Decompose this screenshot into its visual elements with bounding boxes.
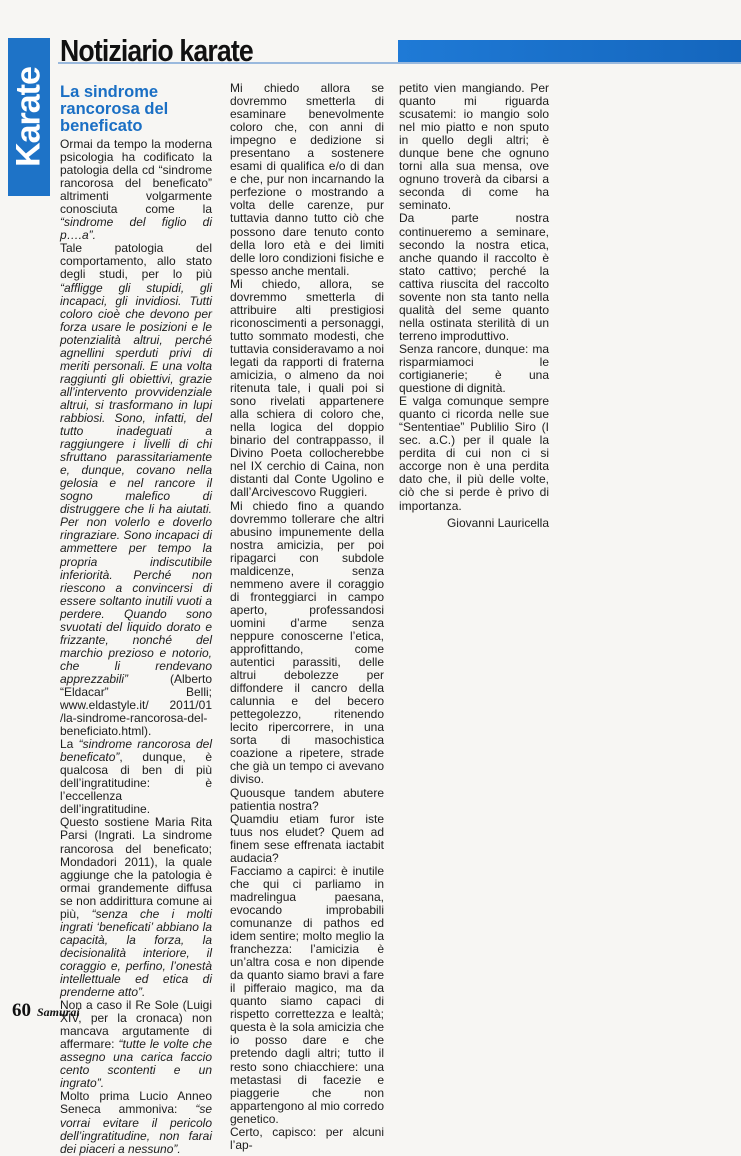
paragraph: Facciamo a capirci: è inutile che qui ci parliamo in madrelingua paesana, evocando improbabili comunanze di pathos ed idem sentire; molto meglio la franchezza: l’amicizia è un’altra cosa e non dipende da quanto siamo bravi a fare il pifferaio magico, ma da quanto siamo capaci di rispetto correttezza e lealtà; questa è la sola amicizia che io posso dare e che pretendo dagli altri; tutto il resto sono chiacchiere: una metastasi di facezie e piaggerie che non appartengono al mio corredo genetico. [230,863,384,1126]
paragraph: Da parte nostra continueremo a seminare, secondo la nostra etica, anche quando il raccolto è stato cattivo; perché la cattiva riuscita del raccolto sovente non sta tanto nella qualità del seme quanto nella ostinata sterilità di un terreno improduttivo. [399,211,549,343]
article-column-3 [399,82,549,530]
paragraph: Non a caso il Re Sole (Luigi XIV, per la cronaca) non mancava argutamente di affermare: “tutte le volte che assegno una carica faccio cento scontenti e un ingrato”. [60,998,212,1091]
paragraph: E valga comunque sempre quanto ci ricorda nelle sue “Sententiae” Publilio Siro (I sec. a.C.) per il quale la perdita di cui non ci si accorge non è una perdita dato che, il più delle volte, ciò che si perde è privo di importanza. [399,394,549,513]
paragraph: Questo sostiene Maria Rita Parsi (Ingrati. La sindrome rancorosa del beneficato; Mondadori 2011), la quale aggiunge che la patologia è ormai grandemente diffusa se non addirittura comune ai più, “senza che i molti ingrati ‘beneficati’ abbiano la capacità, la forza, la decisionalità interiore, il coraggio e, perfino, l’onestà intellettuale ed etica di prenderne atto”. [60,815,212,1000]
paragraph: Tale patologia del comportamento, allo stato degli studi, per lo più “affligge gli stupidi, gli incapaci, gli invidiosi. Tutti coloro cioè che devono per forza usare le posizioni e le potenzialità altrui, perché agnellini sperduti privi di meriti personali. E una volta raggiunti gli obiettivi, grazie all’intervento provvidenziale altrui, si trasformano in lupi rabbiosi. Sono, infatti, del tutto inadeguati a raggiungere i livelli di chi sfruttano parassitariamente e, dunque, covano nella gelosia e nel rancore il sogno malefico di distruggere che li ha aiutati. Per non volerlo e doverlo ringraziare. Sono incapaci di ammettere per tempo la propria indiscutibile inferiorità. Perché non riescono a convincersi di essere soltanto inutili vuoti a perdere. Quando sono svuotati del liquido dorato e frizzante, nonché del marchio prezioso e notorio, che li rendevano apprezzabili” (Alberto “Eldacar” Belli; www.eldastyle.it/ 2011/01 /la-sindrome-rancorosa-del-beneficiato.html). [60,241,212,739]
article-column-1 [60,82,212,1156]
paragraph: Molto prima Lucio Anneo Seneca ammoniva: “se vorrai evitare il pericolo dell’ingratitudine, non farai dei piaceri a nessuno”. [60,1089,212,1156]
page-number: 60 [12,1000,31,1021]
paragraph: La “sindrome rancorosa del beneficato”, dunque, è qualcosa di ben di più dell’ingratitudine: è l’eccellenza dell’ingratitudine. [60,737,212,817]
page-title: Notiziario karate [60,33,253,68]
article-title: La sindrome rancorosa del beneficato [60,83,169,135]
header-bar [398,40,741,62]
section-tab-label: Karate [9,67,48,167]
section-tab [8,38,50,196]
paragraph: Quousque tandem abutere patientia nostra? [230,785,384,813]
paragraph: Mi chiedo, allora, se dovremmo smetterla di attribuire alti prestigiosi riconoscimenti a personaggi, tutto sommato modesti, che tuttavia consideravamo a noi legati da rapporti di fraterna amicizia, o almeno da noi ritenuta tale, i quali poi si sono rivelati appartenere alla schiera di coloro che, nella logica del doppio binario del contrappasso, il Divino Poeta collocherebbe nel IX cerchio di Caina, non distanti dal Conte Ugolino e dall’Arcivescovo Ruggieri. [230,276,384,500]
page-footer [12,1000,80,1022]
paragraph: Certo, capisco: per alcuni l’ap- [230,1124,384,1152]
paragraph: petito vien mangiando. Per quanto mi riguarda scusatemi: io mangio solo nel mio piatto e non sputo in quello degli altri; è dunque bene che ognuno torni alla sua mensa, ove ognuno troverà da cibarsi a seconda di come ha seminato. [399,81,549,213]
paragraph: Ormai da tempo la moderna psicologia ha codificato la patologia della cd “sindrome rancorosa del beneficato” altrimenti volgarmente conosciuta come la “sindrome del figlio di p….a”. [60,137,212,243]
paragraph: Mi chiedo allora se dovremmo smetterla di esaminare benevolmente coloro che, con anni di impegno e dedizione si presentano a sostenere esami di qualifica e/o di dan e che, pur non incarnando la perfezione o mostrando a volta delle carenze, pur tuttavia danno tutto ciò che possono dare tenuto conto della loro età e dei limiti delle loro condizioni fisiche e spesso anche mentali. [230,81,384,278]
article-column-2 [230,82,384,1152]
paragraph: Quamdiu etiam furor iste tuus nos eludet? Quem ad finem sese effrenata iactabit audacia? [230,811,384,865]
paragraph: Senza rancore, dunque: ma risparmiamoci le cortigianerie; è una questione di dignità. [399,341,549,396]
paragraph: Mi chiedo fino a quando dovremmo tollerare che altri abusino impunemente della nostra amicizia, per poi ripagarci con subdole maldicenze, senza nemmeno avere il coraggio di fronteggiarci in campo aperto, professandosi uomini d’arme senza neppure conoscerne l’etica, approfittando, come autentici parassiti, delle altrui debolezze per diffondere il cancro della calunnia e del becero pettegolezzo, ritenendo lecito ripercorrere, in una sorta di masochistica coazione a ripetere, strade che già un tempo ci avevano diviso. [230,498,384,787]
author-signature: Giovanni Lauricella [446,515,549,530]
magazine-name: Samurai [37,1005,80,1019]
